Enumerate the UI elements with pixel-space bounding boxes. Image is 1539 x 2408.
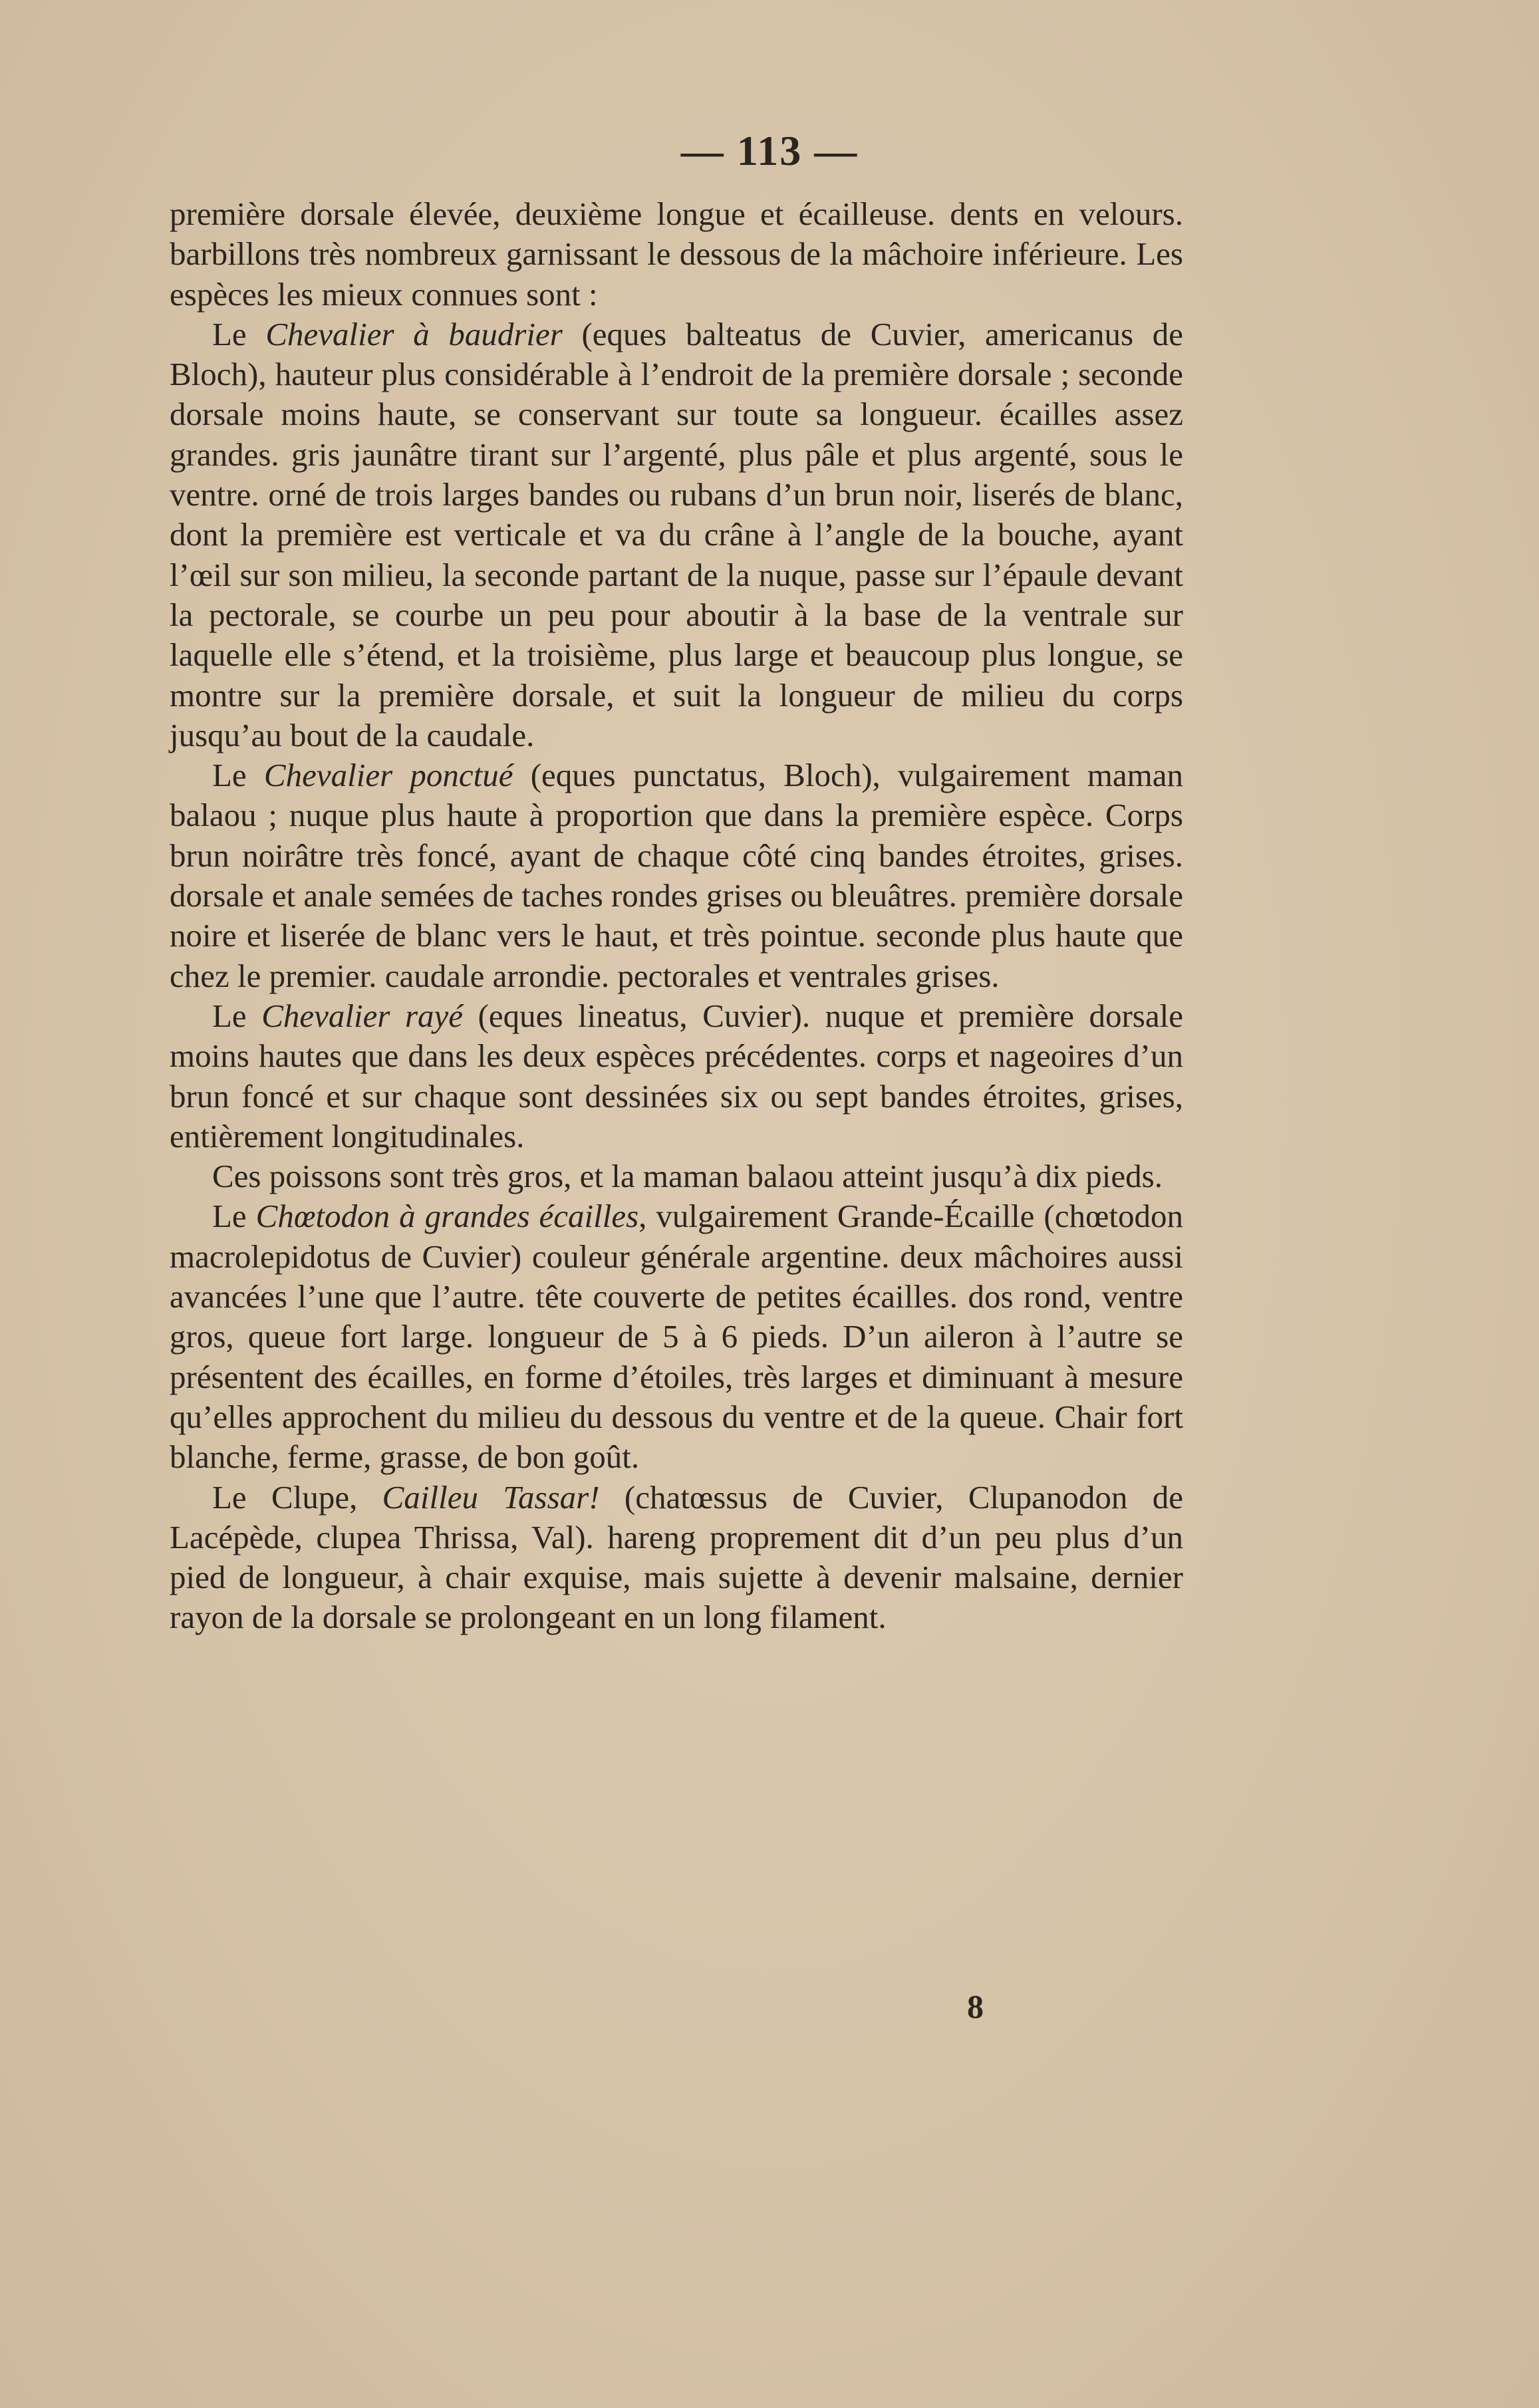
species-name: Chœtodon à grandes écailles (255, 1198, 639, 1235)
paragraph-continuation: première dorsale élevée, deuxième longue et écailleuse. dents en velours. barbillons très nombreux garnissant le dessous de la mâchoire inférieure. Les espèces les mieux connues sont : (170, 196, 1183, 313)
body-text (170, 194, 1183, 1638)
species-name: Chevalier rayé (261, 997, 464, 1034)
paragraph-choetodon: Le Chœtodon à grandes écailles, vulgairement Grande-Écaille (chœtodon macrolepidotus de Cuvier) couleur générale argentine. deux mâchoires aussi avancées l’une que l’autre. tête couverte de petites écailles. dos rond, ventre gros, queue fort large. longueur de 5 à 6 pieds. D’un aileron à l’autre se présentent des écailles, en forme d’étoiles, très larges et diminuant à mesure qu’elles approchent du milieu du dessous du ventre et de la queue. Chair fort blanche, ferme, grasse, de bon goût. (170, 1198, 1183, 1476)
species-name: Cailleu Tassar! (382, 1478, 600, 1516)
paragraph-chevalier-ponctue: Le Chevalier ponctué (eques punctatus, Bloch), vulgairement maman balaou ; nuque plus haute à proportion que dans la première espèce. Corps brun noirâtre très foncé, ayant de chaque côté cinq bandes étroites, grises. dorsale et anale semées de taches rondes grises ou bleuâtres. première dorsale noire et liserée de blanc vers le haut, et très pointue. seconde plus haute que chez le premier. caudale arrondie. pectorales et ventrales grises. (170, 757, 1183, 994)
signature-mark: 8 (967, 1988, 984, 2025)
paragraph-chevalier-raye: Le Chevalier rayé (eques lineatus, Cuvier). nuque et première dorsale moins hautes que dans les deux espèces précédentes. corps et nageoires d’un brun foncé et sur chaque sont dessinées six ou sept bandes étroites, grises, entièrement longitudinales. (170, 997, 1183, 1154)
paragraph-chevalier-baudrier: Le Chevalier à baudrier (eques balteatus de Cuvier, americanus de Bloch), hauteur plus considérable à l’endroit de la première dorsale ; seconde dorsale moins haute, se conservant sur toute sa longueur. écailles assez grandes. gris jaunâtre tirant sur l’argenté, plus pâle et plus argenté, sous le ventre. orné de trois larges bandes ou rubans d’un brun noir, liserés de blanc, dont la première est verticale et va du crâne à l’angle de la bouche, ayant l’œil sur son milieu, la seconde partant de la nuque, passe sur l’épaule devant la pectorale, se courbe un peu pour aboutir à la base de la ventrale sur laquelle elle s’étend, et la troisième, plus large et beaucoup plus longue, se montre sur la première dorsale, et suit la longueur de milieu du corps jusqu’au bout de la caudale. (170, 315, 1183, 753)
paragraph-clupe: Le Clupe, Cailleu Tassar! (chatœssus de Cuvier, Clupanodon de Lacépède, clupea Thrissa, Val). hareng proprement dit d’un peu plus d’un pied de longueur, à chair exquise, mais sujette à devenir malsaine, dernier rayon de la dorsale se prolongeant en un long filament. (170, 1478, 1184, 1636)
species-name: Chevalier ponctué (263, 757, 513, 794)
species-name: Chevalier à baudrier (265, 315, 563, 352)
paragraph-poissons: Ces poissons sont très gros, et la maman balaou atteint jusqu’à dix pieds. (212, 1158, 1163, 1195)
page-number: — 113 — (680, 127, 859, 174)
